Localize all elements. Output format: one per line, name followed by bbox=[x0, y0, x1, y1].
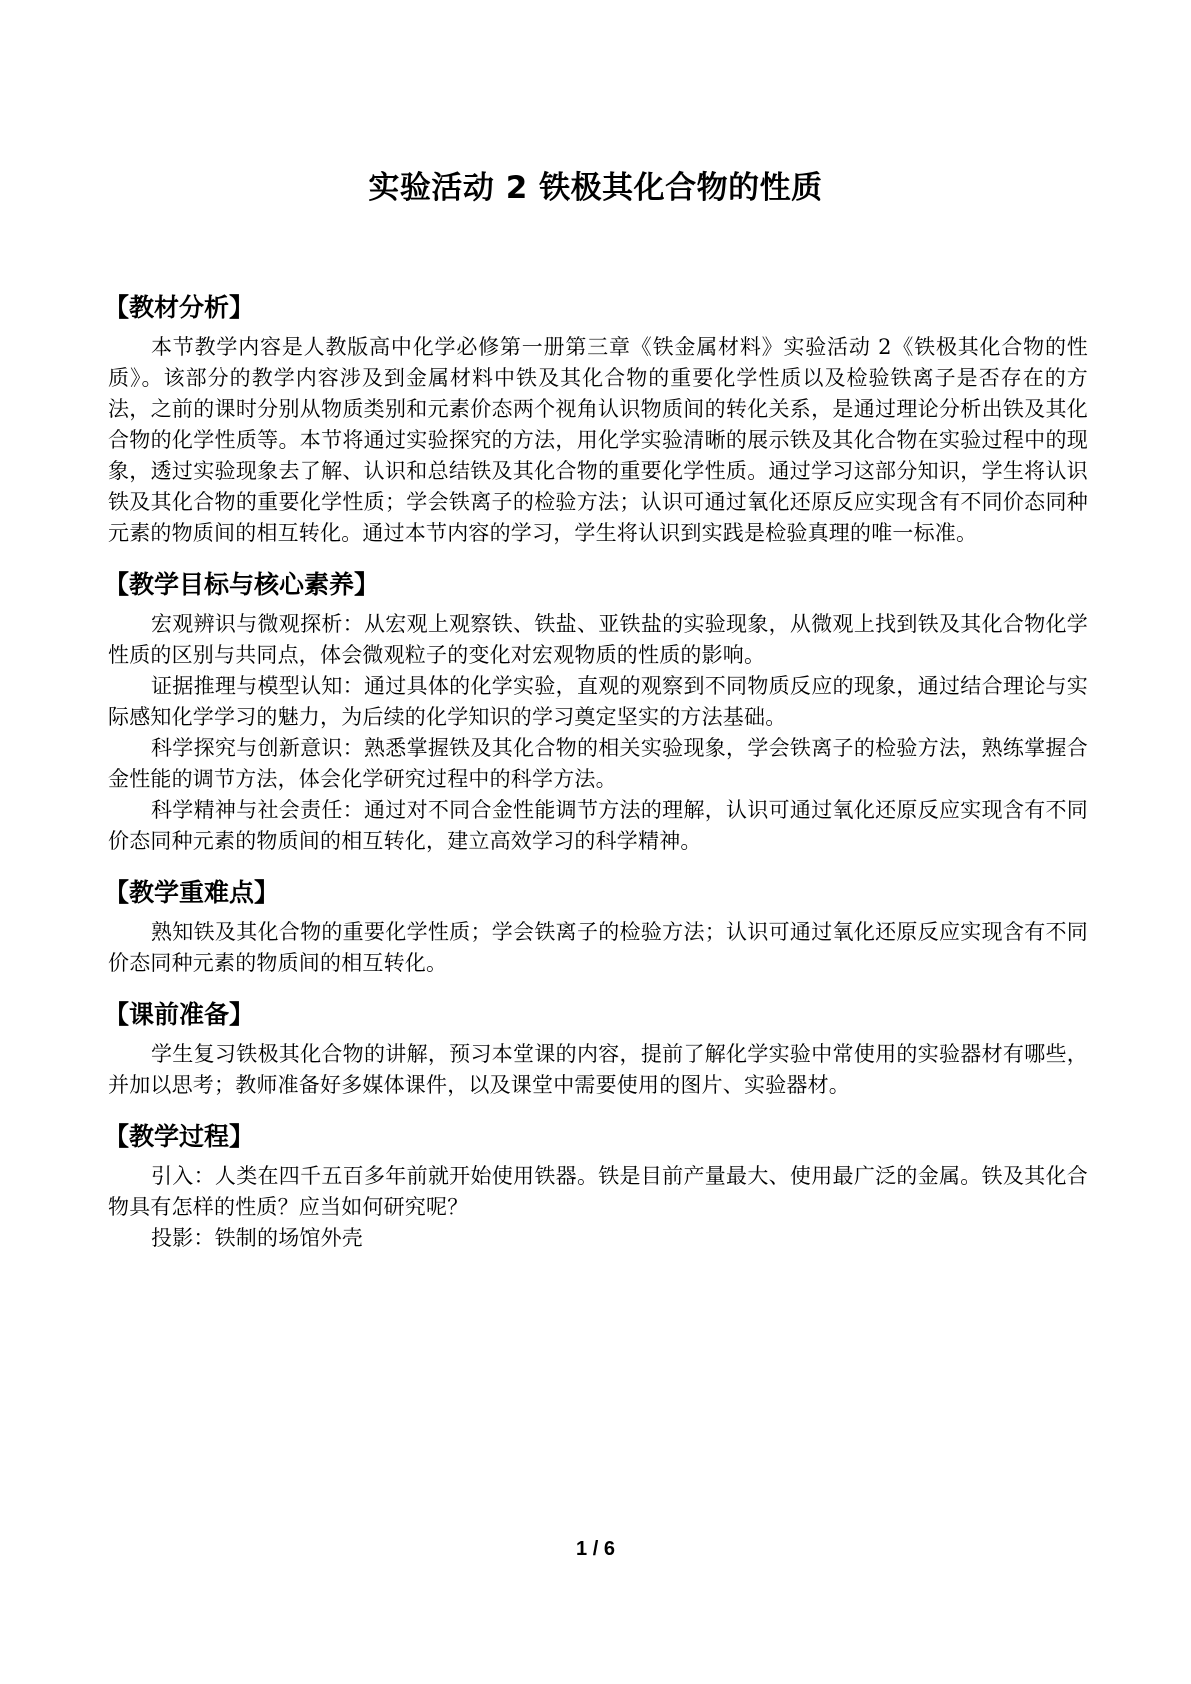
paragraph: 投影：铁制的场馆外壳 bbox=[151, 1226, 363, 1250]
section-heading: 【教材分析】 bbox=[104, 293, 255, 322]
paragraph: 证据推理与模型认知：通过具体的化学实验，直观的观察到不同物质反应的现象，通过结合理论与实际感知化学学习的魅力，为后续的化学知识的学习奠定坚实的方法基础。 bbox=[108, 674, 1088, 729]
page-number: 1 / 6 bbox=[576, 1538, 615, 1560]
document-body bbox=[104, 290, 1088, 1272]
section-textbook-analysis bbox=[104, 290, 1088, 549]
paragraph: 科学探究与创新意识：熟悉掌握铁及其化合物的相关实验现象，学会铁离子的检验方法，熟练掌握合金性能的调节方法，体会化学研究过程中的科学方法。 bbox=[108, 736, 1088, 791]
section-heading: 【教学过程】 bbox=[104, 1122, 255, 1151]
paragraph: 本节教学内容是人教版高中化学必修第一册第三章《铁金属材料》实验活动 2《铁极其化合物的性质》。该部分的教学内容涉及到金属材料中铁及其化合物的重要化学性质以及检验铁离子是否存在的方法，之前的课时分别从物质类别和元素价态两个视角认识物质间的转化关系，是通过理论分析出铁及其化合物的化学性质等。本节将通过实验探究的方法，用化学实验清晰的展示铁及其化合物在实验过程中的现象，透过实验现象去了解、认识和总结铁及其化合物的重要化学性质。通过学习这部分知识，学生将认识铁及其化合物的重要化学性质；学会铁离子的检验方法；认识可通过氧化还原反应实现含有不同价态同种元素的物质间的相互转化。通过本节内容的学习，学生将认识到实践是检验真理的唯一标准。 bbox=[108, 335, 1088, 545]
paragraph: 科学精神与社会责任：通过对不同合金性能调节方法的理解，认识可通过氧化还原反应实现含有不同价态同种元素的物质间的相互转化，建立高效学习的科学精神。 bbox=[108, 798, 1088, 853]
section-key-difficulties bbox=[104, 875, 1088, 979]
document-title: 实验活动 2 铁极其化合物的性质 bbox=[368, 170, 823, 206]
section-heading: 【教学重难点】 bbox=[104, 878, 280, 907]
paragraph: 宏观辨识与微观探析：从宏观上观察铁、铁盐、亚铁盐的实验现象，从微观上找到铁及其化合物化学性质的区别与共同点，体会微观粒子的变化对宏观物质的性质的影响。 bbox=[108, 612, 1088, 667]
paragraph: 引入：人类在四千五百多年前就开始使用铁器。铁是目前产量最大、使用最广泛的金属。铁及其化合物具有怎样的性质？应当如何研究呢？ bbox=[108, 1164, 1088, 1219]
section-heading: 【课前准备】 bbox=[104, 1000, 255, 1029]
section-preparation bbox=[104, 997, 1088, 1101]
section-heading: 【教学目标与核心素养】 bbox=[104, 570, 380, 599]
section-teaching-process bbox=[104, 1119, 1088, 1254]
section-teaching-goals bbox=[104, 567, 1088, 857]
paragraph: 学生复习铁极其化合物的讲解，预习本堂课的内容，提前了解化学实验中常使用的实验器材有哪些，并加以思考；教师准备好多媒体课件，以及课堂中需要使用的图片、实验器材。 bbox=[108, 1042, 1088, 1097]
paragraph: 熟知铁及其化合物的重要化学性质；学会铁离子的检验方法；认识可通过氧化还原反应实现含有不同价态同种元素的物质间的相互转化。 bbox=[108, 920, 1088, 975]
